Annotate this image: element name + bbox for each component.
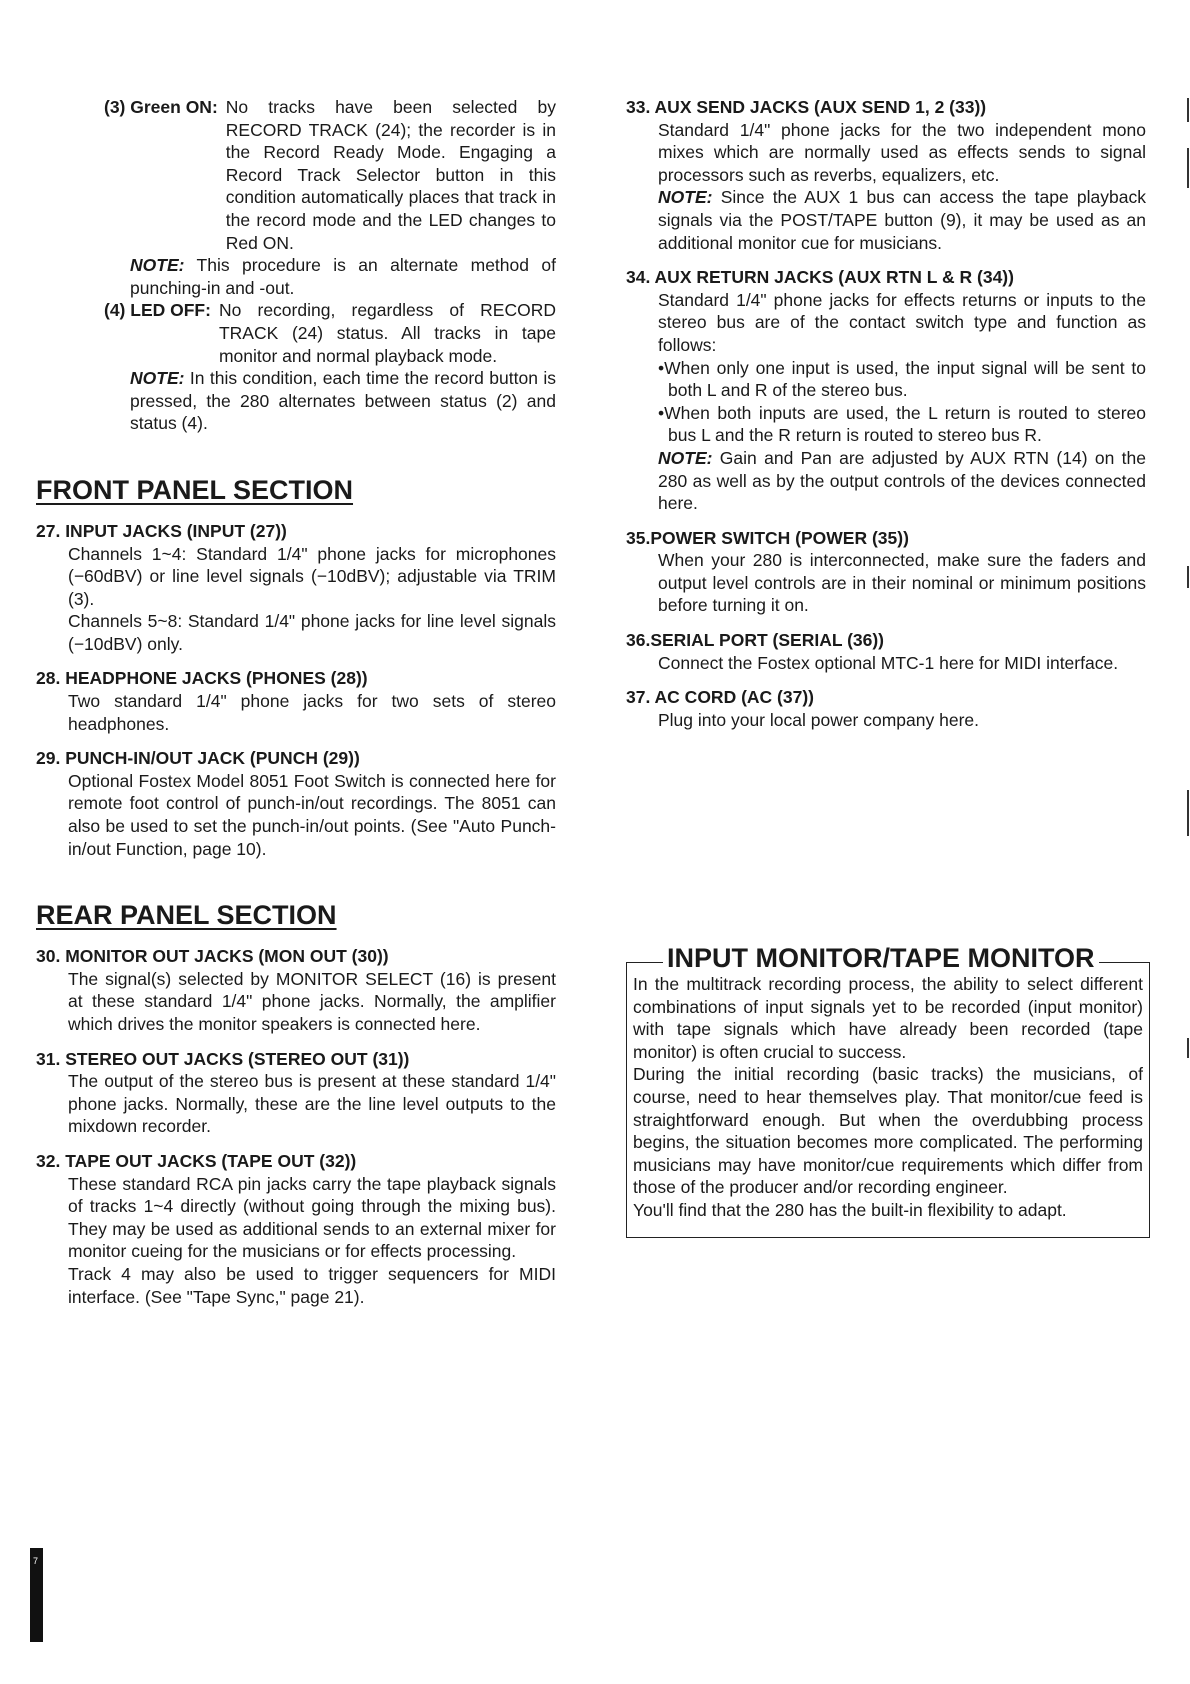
item-text: Standard 1/4" phone jacks for the two independent mono mixes which are normally used as effects sends to signal processors such as reverbs, equalizers, etc.	[658, 119, 1146, 185]
item-36	[626, 629, 1146, 674]
right-column	[626, 96, 1146, 731]
item-note	[626, 186, 1146, 254]
item-35	[626, 527, 1146, 617]
note-text: This procedure is an alternate method of punching-in and -out.	[130, 255, 556, 298]
note-label: NOTE:	[130, 255, 185, 276]
edge-mark	[1187, 148, 1189, 188]
item-34	[626, 266, 1146, 515]
item-text: The output of the stereo bus is present at these standard 1/4" phone jacks. Normally, these are the line level outputs to the mixdown recorder.	[68, 1071, 556, 1137]
item-heading: 33. AUX SEND JACKS (AUX SEND 1, 2 (33))	[626, 97, 987, 117]
item-29	[36, 747, 556, 860]
status-label: (3) Green ON:	[104, 97, 218, 117]
monitor-box-title: INPUT MONITOR/TAPE MONITOR	[663, 943, 1099, 974]
item-31	[36, 1048, 556, 1138]
item-text: The signal(s) selected by MONITOR SELECT (16) is present at these standard 1/4" phone jacks. Normally, the amplifier which drives the monitor speakers is connected here.	[68, 968, 556, 1034]
bullet-item: •When only one input is used, the input signal will be sent to both L and R of the stereo bus.	[658, 357, 1146, 401]
monitor-box-body	[633, 973, 1143, 1222]
note-green-on	[36, 254, 556, 299]
item-text: When your 280 is interconnected, make sure the faders and output level controls are in their nominal or minimum positions before turning it on.	[658, 550, 1146, 616]
edge-mark	[1187, 1038, 1189, 1058]
item-note	[626, 447, 1146, 515]
page-number: 7	[33, 1556, 39, 1566]
note-label: NOTE:	[658, 447, 713, 468]
left-column	[36, 96, 556, 1308]
monitor-paragraph: During the initial recording (basic tracks) the musicians, of course, need to hear themselves play. That monitor/cue feed is straightforward enough. But when the overdubbing process begins, the situation becomes more complicated. The performing musicians may have monitor/cue requirements which differ from those of the producer and/or recording engineer.	[633, 1064, 1143, 1198]
status-led-off	[36, 299, 556, 367]
item-text: Track 4 may also be used to trigger sequencers for MIDI interface. (See "Tape Sync," page 21).	[68, 1263, 556, 1307]
monitor-paragraph: You'll find that the 280 has the built-in flexibility to adapt.	[633, 1199, 1067, 1220]
page-number-tab	[30, 1548, 43, 1642]
item-33	[626, 96, 1146, 254]
item-text: These standard RCA pin jacks carry the tape playback signals of tracks 1~4 directly (without going through the mixing bus). They may be used as additional sends to an external mixer for monitor cueing for the musicians or for effects processing.	[68, 1173, 556, 1262]
item-text: Plug into your local power company here.	[658, 709, 980, 730]
monitor-paragraph: In the multitrack recording process, the ability to select different combinations of input signals yet to be recorded (input monitor) with tape signals which have already been recorded (tape monitor) is often crucial to success.	[633, 974, 1143, 1062]
item-text: Channels 5~8: Standard 1/4" phone jacks for line level signals (−10dBV) only.	[68, 611, 556, 654]
edge-mark	[1187, 98, 1189, 122]
item-heading: 36.SERIAL PORT (SERIAL (36))	[626, 630, 885, 651]
item-heading: 28. HEADPHONE JACKS (PHONES (28))	[36, 668, 368, 689]
note-label: NOTE:	[658, 187, 713, 208]
status-label: (4) LED OFF:	[104, 300, 211, 321]
item-heading: 29. PUNCH-IN/OUT JACK (PUNCH (29))	[36, 748, 360, 769]
item-27	[36, 520, 556, 656]
item-heading: 32. TAPE OUT JACKS (TAPE OUT (32))	[36, 1150, 357, 1171]
note-text: In this condition, each time the record button is pressed, the 280 alternates between status (2) and status (4).	[130, 368, 556, 434]
status-text: No tracks have been selected by RECORD TRACK (24); the recorder is in the Record Ready Mode. Engaging a Record Track Selector button in this condition automatically places that track in the record mode and the LED changes to Red ON.	[225, 97, 556, 253]
status-text: No recording, regardless of RECORD TRACK (24) status. All tracks in tape monitor and normal playback mode.	[218, 300, 556, 366]
item-28	[36, 667, 556, 735]
edge-mark	[1187, 790, 1189, 836]
edge-mark	[1187, 566, 1189, 588]
bullet-item: •When both inputs are used, the L return is routed to stereo bus L and the R return is routed to stereo bus R.	[658, 402, 1146, 446]
item-heading: 30. MONITOR OUT JACKS (MON OUT (30))	[36, 946, 389, 967]
item-text: Connect the Fostex optional MTC-1 here for MIDI interface.	[658, 652, 1119, 673]
item-heading: 34. AUX RETURN JACKS (AUX RTN L & R (34))	[626, 267, 1014, 288]
note-text: Gain and Pan are adjusted by AUX RTN (14) on the 280 as well as by the output controls of the devices connected here.	[658, 447, 1146, 514]
item-heading: 35.POWER SWITCH (POWER (35))	[626, 527, 909, 548]
note-led-off	[36, 367, 556, 435]
item-text: Two standard 1/4" phone jacks for two sets of stereo headphones.	[68, 691, 556, 734]
item-text: Standard 1/4" phone jacks for effects returns or inputs to the stereo bus are of the contact switch type and function as follows:	[658, 289, 1146, 355]
item-text: Channels 1~4: Standard 1/4" phone jacks for microphones (−60dBV) or line level signals (−10dBV); adjustable via TRIM (3).	[68, 543, 556, 609]
item-heading: 37. AC CORD (AC (37))	[626, 687, 814, 708]
item-text: Optional Fostex Model 8051 Foot Switch is connected here for remote foot control of punch-in/out recordings. The 8051 can also be used to set the punch-in/out points. (See "Auto Punch-in/out Function, page 10).	[68, 770, 556, 859]
note-label: NOTE:	[130, 368, 185, 389]
item-32	[36, 1150, 556, 1308]
item-heading: 31. STEREO OUT JACKS (STEREO OUT (31))	[36, 1048, 410, 1069]
front-panel-title: FRONT PANEL SECTION	[36, 474, 354, 505]
item-30	[36, 945, 556, 1035]
rear-panel-title: REAR PANEL SECTION	[36, 900, 337, 931]
monitor-info-box	[626, 943, 1150, 1238]
note-text: Since the AUX 1 bus can access the tape playback signals via the POST/TAPE button (9), it may be used as an additional monitor cue for musicians.	[658, 187, 1146, 253]
status-green-on	[36, 96, 556, 254]
item-heading: 27. INPUT JACKS (INPUT (27))	[36, 520, 287, 541]
item-37	[626, 686, 1146, 731]
